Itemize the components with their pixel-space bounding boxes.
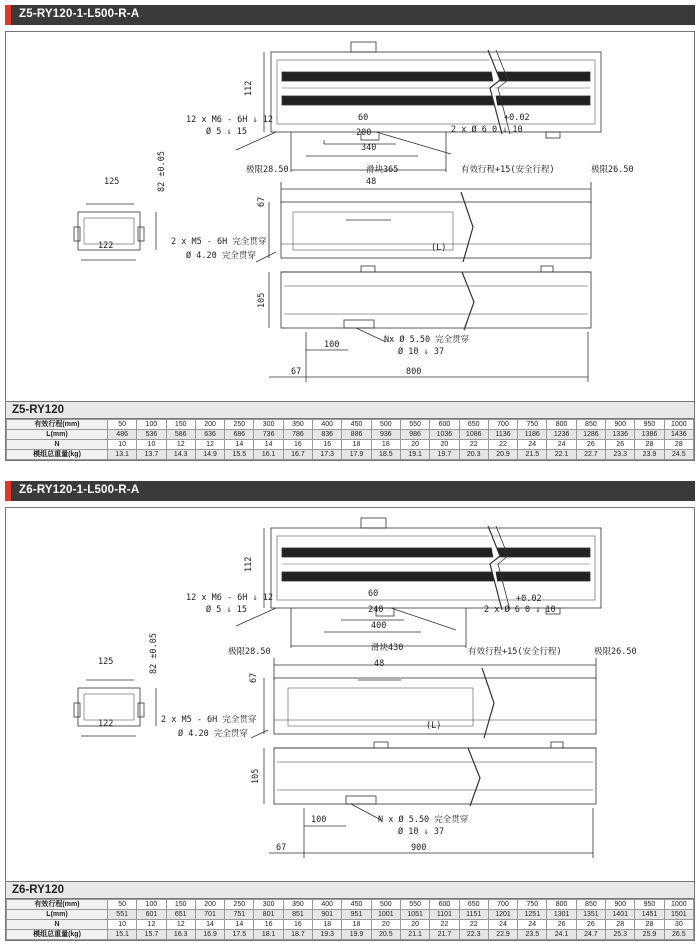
hole-dowel: 2 x Ø 6 0 ⇓ 10 (451, 125, 523, 135)
hole-n-label: N x Ø 5.50 完全贯穿 (378, 815, 469, 825)
table-cell: 26 (576, 920, 605, 930)
drawing-panel (5, 507, 695, 941)
table-cell: 1351 (576, 910, 605, 920)
hole-n-label: Nx Ø 5.50 完全贯穿 (384, 335, 470, 345)
table-cell: 17.9 (342, 450, 371, 460)
table-cell: 1001 (371, 910, 400, 920)
dim-48: 48 (374, 659, 385, 669)
table-cell: 24.7 (576, 930, 605, 940)
table-cell: 986 (400, 430, 429, 440)
row-n (7, 920, 694, 930)
row-stroke (7, 900, 694, 910)
table-cell: 12 (137, 920, 166, 930)
table-cell: 800 (547, 420, 576, 430)
table-cell: 200 (195, 900, 224, 910)
dim-100: 100 (324, 340, 340, 350)
table-cell: 150 (166, 420, 195, 430)
table-cell: 22.3 (459, 930, 488, 940)
table-cell: 14 (195, 920, 224, 930)
hole-n-sub: Ø 10 ⇓ 37 (398, 827, 445, 837)
table-cell: 1236 (547, 430, 576, 440)
table-cell: 26.5 (664, 930, 693, 940)
table-cell: 850 (576, 420, 605, 430)
table-cell: 20.9 (488, 450, 517, 460)
table-cell: 19.7 (430, 450, 459, 460)
table-cell: 450 (342, 420, 371, 430)
table-cell: 950 (635, 420, 664, 430)
tol-plus: +0.02 (504, 113, 530, 123)
table-cell: 22.7 (576, 450, 605, 460)
table-cell: 400 (313, 420, 342, 430)
table-cell: 19.1 (400, 450, 429, 460)
dim-900: 900 (411, 843, 427, 853)
model-name: Z5-RY120 (6, 401, 694, 419)
dim-L: (L) (431, 243, 447, 253)
table-cell: 700 (488, 420, 517, 430)
table-cell: 350 (283, 420, 312, 430)
table-cell: 300 (254, 900, 283, 910)
table-cell: 28 (664, 440, 693, 450)
hole-dowel: 2 x Ø 6 0 ⇓ 10 (484, 605, 556, 615)
table-cell: 1301 (547, 910, 576, 920)
table-cell: 14 (225, 920, 254, 930)
row-n (7, 440, 694, 450)
dim-340: 340 (361, 143, 377, 153)
table-cell: 24 (547, 440, 576, 450)
end-right: 极限26.50 (594, 647, 637, 657)
dim-122: 122 (98, 241, 114, 251)
row-stroke (7, 420, 694, 430)
table-cell: 14.9 (195, 450, 224, 460)
row-header: N (7, 440, 108, 450)
row-weight (7, 450, 694, 460)
table-cell: 21.1 (400, 930, 429, 940)
table-cell: 20.3 (459, 450, 488, 460)
table-cell: 24.1 (547, 930, 576, 940)
drawing-panel (5, 31, 695, 461)
table-cell: 24 (488, 920, 517, 930)
table-cell: 16.3 (166, 930, 195, 940)
table-cell: 1036 (430, 430, 459, 440)
table-cell: 836 (313, 430, 342, 440)
table-cell: 1401 (606, 910, 635, 920)
dim-125: 125 (98, 657, 114, 667)
table-cell: 22 (430, 920, 459, 930)
row-header: 模组总重量(kg) (7, 450, 108, 460)
dim-112: 112 (244, 80, 254, 96)
belt-lower (282, 572, 590, 581)
table-cell: 650 (459, 420, 488, 430)
table-cell: 17.3 (313, 450, 342, 460)
table-cell: 12 (166, 920, 195, 930)
table-cell: 536 (137, 430, 166, 440)
table-cell: 28 (635, 440, 664, 450)
header-accent (5, 481, 11, 501)
table-cell: 18 (371, 440, 400, 450)
table-cell: 15.7 (137, 930, 166, 940)
table-cell: 13.1 (108, 450, 137, 460)
table-cell: 900 (606, 900, 635, 910)
dim-112: 112 (244, 556, 254, 572)
bottom-view-body (274, 748, 596, 804)
table-cell: 750 (518, 420, 547, 430)
end-right: 极限26.50 (591, 165, 634, 175)
table-cell: 1201 (488, 910, 517, 920)
table-cell: 16 (313, 440, 342, 450)
table-cell: 950 (635, 900, 664, 910)
end-left: 极限28.50 (228, 647, 271, 657)
table-cell: 851 (283, 910, 312, 920)
table-cell: 650 (459, 900, 488, 910)
table-cell: 19.3 (313, 930, 342, 940)
table-cell: 100 (137, 420, 166, 430)
table-cell: 16.7 (283, 450, 312, 460)
table-cell: 1436 (664, 430, 693, 440)
table-cell: 886 (342, 430, 371, 440)
dim-82: 82 ±0.05 (157, 151, 167, 192)
table-cell: 12 (195, 440, 224, 450)
bottom-view-body (281, 272, 591, 328)
table-cell: 800 (547, 900, 576, 910)
belt-upper (282, 548, 590, 557)
row-header: 有效行程(mm) (7, 420, 108, 430)
table-cell: 486 (108, 430, 137, 440)
table-cell: 50 (108, 900, 137, 910)
table-cell: 23.9 (635, 450, 664, 460)
table-cell: 200 (195, 420, 224, 430)
top-view-inner (277, 536, 595, 600)
table-cell: 21.5 (518, 450, 547, 460)
dim-240: 240 (368, 605, 384, 615)
table-cell: 18 (342, 920, 371, 930)
table-cell: 751 (225, 910, 254, 920)
table-cell: 1286 (576, 430, 605, 440)
table-cell: 26 (606, 440, 635, 450)
stroke-label: 有效行程+15(安全行程) (468, 647, 562, 657)
table-cell: 300 (254, 420, 283, 430)
table-cell: 250 (225, 420, 254, 430)
table-cell: 10 (137, 440, 166, 450)
section-header (5, 5, 695, 25)
table-cell: 24 (518, 920, 547, 930)
row-header: 有效行程(mm) (7, 900, 108, 910)
hole-m5-label: 2 x M5 - 6H 完全贯穿 (161, 715, 257, 725)
table-cell: 586 (166, 430, 195, 440)
table-cell: 450 (342, 900, 371, 910)
dim-125: 125 (104, 177, 120, 187)
table-cell: 400 (313, 900, 342, 910)
top-view-body (271, 528, 601, 608)
dim-48: 48 (366, 177, 377, 187)
table-cell: 1101 (430, 910, 459, 920)
table-cell: 14 (225, 440, 254, 450)
motor-bracket (361, 518, 386, 528)
tol-plus: +0.02 (516, 594, 542, 604)
hole-m6-label: 12 x M6 - 6H ⇓ 12 (186, 115, 273, 125)
motor-bracket (351, 42, 376, 52)
table-cell: 10 (108, 440, 137, 450)
model-name: Z6-RY120 (6, 881, 694, 899)
row-length (7, 910, 694, 920)
table-cell: 1151 (459, 910, 488, 920)
section-title: Z6-RY120-1-L500-R-A (19, 484, 140, 496)
belt-upper (282, 72, 590, 81)
table-cell: 20.5 (371, 930, 400, 940)
table-cell: 16 (254, 920, 283, 930)
table-cell: 1086 (459, 430, 488, 440)
hole-m5-sub: Ø 4.20 完全贯穿 (186, 251, 256, 261)
table-cell: 901 (313, 910, 342, 920)
table-cell: 250 (225, 900, 254, 910)
dim-800: 800 (406, 367, 422, 377)
table-cell: 14 (254, 440, 283, 450)
row-header: N (7, 920, 108, 930)
hole-m6-sub: Ø 5 ⇓ 15 (206, 605, 247, 615)
belt-lower (282, 96, 590, 105)
table-cell: 1501 (664, 910, 693, 920)
table-cell: 18.1 (254, 930, 283, 940)
spec-block (6, 881, 694, 940)
spec-block (6, 401, 694, 460)
technical-drawing (6, 32, 694, 418)
hole-n-sub: Ø 10 ⇓ 37 (398, 347, 445, 357)
table-cell: 16.9 (195, 930, 224, 940)
table-cell: 24.5 (664, 450, 693, 460)
table-cell: 23.3 (606, 450, 635, 460)
table-cell: 786 (283, 430, 312, 440)
table-cell: 20 (371, 920, 400, 930)
table-cell: 22 (459, 920, 488, 930)
dim-67: 67 (249, 672, 259, 683)
table-cell: 736 (254, 430, 283, 440)
table-cell: 1051 (400, 910, 429, 920)
table-cell: 13.7 (137, 450, 166, 460)
dim-100: 100 (311, 815, 327, 825)
table-cell: 601 (137, 910, 166, 920)
table-cell: 28 (635, 920, 664, 930)
table-cell: 600 (430, 420, 459, 430)
table-cell: 19.9 (342, 930, 371, 940)
table-cell: 16.1 (254, 450, 283, 460)
technical-drawing (6, 508, 694, 898)
table-cell: 23.5 (518, 930, 547, 940)
slider-block (293, 212, 453, 250)
table-cell: 801 (254, 910, 283, 920)
section-title: Z5-RY120-1-L500-R-A (19, 8, 140, 20)
table-cell: 18.5 (371, 450, 400, 460)
table-cell: 18 (313, 920, 342, 930)
table-cell: 850 (576, 900, 605, 910)
row-header: L(mm) (7, 430, 108, 440)
table-cell: 1000 (664, 900, 693, 910)
table-cell: 15.5 (225, 450, 254, 460)
hole-m5-sub: Ø 4.20 完全贯穿 (178, 729, 248, 739)
dim-67b: 67 (276, 843, 287, 853)
dim-60: 60 (368, 589, 379, 599)
table-cell: 150 (166, 900, 195, 910)
table-cell: 701 (195, 910, 224, 920)
table-cell: 1251 (518, 910, 547, 920)
hole-m6-label: 12 x M6 - 6H ⇓ 12 (186, 593, 273, 603)
table-cell: 636 (195, 430, 224, 440)
table-cell: 25.3 (606, 930, 635, 940)
table-cell: 16 (283, 920, 312, 930)
table-cell: 1451 (635, 910, 664, 920)
row-length (7, 430, 694, 440)
hole-m5-label: 2 x M5 - 6H 完全贯穿 (171, 237, 267, 247)
table-cell: 22.1 (547, 450, 576, 460)
table-cell: 10 (108, 920, 137, 930)
table-cell: 15.1 (108, 930, 137, 940)
top-view-inner (277, 60, 595, 124)
table-cell: 17.5 (225, 930, 254, 940)
dim-67: 67 (257, 196, 267, 207)
table-cell: 500 (371, 900, 400, 910)
table-cell: 28 (606, 920, 635, 930)
dim-67b: 67 (291, 367, 302, 377)
spec-table (6, 419, 694, 460)
table-cell: 550 (400, 900, 429, 910)
dim-122: 122 (98, 719, 114, 729)
row-weight (7, 930, 694, 940)
table-cell: 1136 (488, 430, 517, 440)
table-cell: 16 (283, 440, 312, 450)
table-cell: 651 (166, 910, 195, 920)
slider-block (288, 688, 473, 726)
table-cell: 1000 (664, 420, 693, 430)
table-cell: 20 (430, 440, 459, 450)
dim-200: 200 (356, 128, 372, 138)
table-cell: 18.7 (283, 930, 312, 940)
dim-L: (L) (426, 721, 442, 731)
dim-400: 400 (371, 621, 387, 631)
stroke-label: 有效行程+15(安全行程) (461, 165, 555, 175)
table-cell: 22 (488, 440, 517, 450)
spec-table (6, 899, 694, 940)
table-cell: 936 (371, 430, 400, 440)
table-cell: 12 (166, 440, 195, 450)
top-view-body (271, 52, 601, 132)
section-header (5, 481, 695, 501)
table-cell: 26 (576, 440, 605, 450)
table-cell: 22 (459, 440, 488, 450)
header-accent (5, 5, 11, 25)
table-cell: 1186 (518, 430, 547, 440)
table-cell: 750 (518, 900, 547, 910)
table-cell: 50 (108, 420, 137, 430)
dim-105: 105 (251, 768, 261, 784)
table-cell: 1386 (635, 430, 664, 440)
table-cell: 951 (342, 910, 371, 920)
table-cell: 26 (547, 920, 576, 930)
table-cell: 1336 (606, 430, 635, 440)
table-cell: 500 (371, 420, 400, 430)
table-cell: 600 (430, 900, 459, 910)
table-cell: 20 (400, 440, 429, 450)
table-cell: 18 (342, 440, 371, 450)
table-cell: 350 (283, 900, 312, 910)
dim-105: 105 (257, 292, 267, 308)
row-header: L(mm) (7, 910, 108, 920)
end-left: 极限28.50 (246, 165, 289, 175)
table-cell: 22.9 (488, 930, 517, 940)
slider-length: 滑块430 (371, 643, 404, 653)
dim-82: 82 ±0.05 (149, 633, 159, 674)
row-header: 模组总重量(kg) (7, 930, 108, 940)
table-cell: 20 (400, 920, 429, 930)
table-cell: 21.7 (430, 930, 459, 940)
table-cell: 700 (488, 900, 517, 910)
table-cell: 25.9 (635, 930, 664, 940)
table-cell: 14.3 (166, 450, 195, 460)
slider-length: 滑块365 (366, 165, 399, 175)
table-cell: 30 (664, 920, 693, 930)
table-cell: 551 (108, 910, 137, 920)
table-cell: 550 (400, 420, 429, 430)
table-cell: 24 (518, 440, 547, 450)
table-cell: 100 (137, 900, 166, 910)
table-cell: 686 (225, 430, 254, 440)
dim-60: 60 (358, 113, 369, 123)
table-cell: 900 (606, 420, 635, 430)
hole-m6-sub: Ø 5 ⇓ 15 (206, 127, 247, 137)
